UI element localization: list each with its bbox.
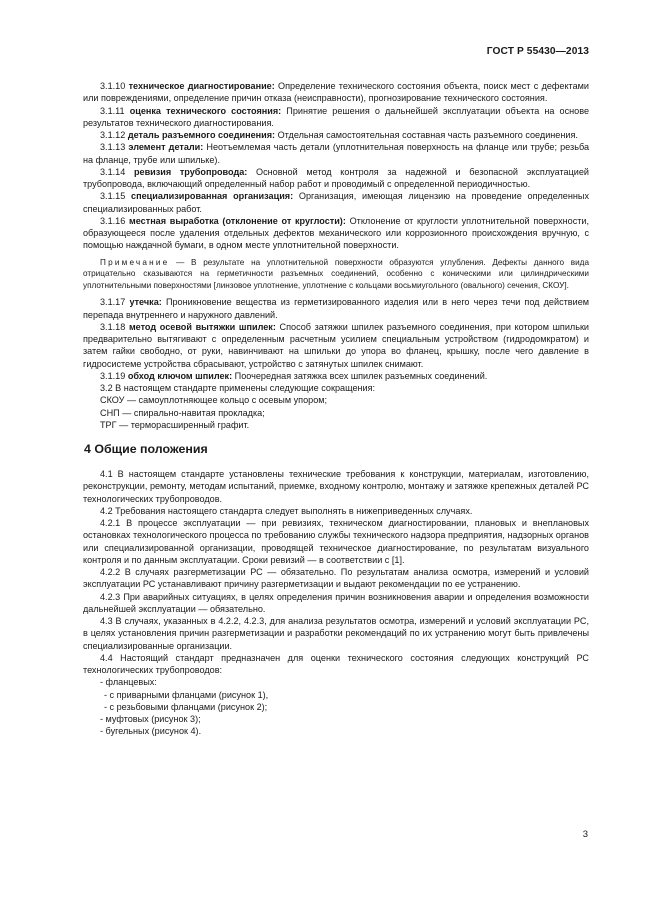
note-label: Примечание bbox=[100, 257, 170, 267]
definition-3-1-11 bbox=[83, 105, 589, 130]
list-item: - фланцевых: bbox=[100, 677, 157, 688]
definition-number: 3.1.12 bbox=[100, 130, 126, 140]
list-item: - бугельных (рисунок 4). bbox=[100, 726, 202, 737]
definition-term: техническое диагностирование: bbox=[128, 81, 275, 91]
definition-text: Принятие решения о дальнейшей эксплуатации объекта на основе результатов технического диагностирования. bbox=[83, 105, 590, 128]
page-content bbox=[83, 80, 589, 738]
definition-term: специализированная организация: bbox=[131, 191, 294, 202]
abbreviations-intro: 3.2 В настоящем стандарте применены следующие сокращения: bbox=[100, 383, 376, 394]
section-4-body bbox=[83, 468, 589, 738]
definition-3-1-18 bbox=[83, 321, 589, 370]
definition-term: обход ключом шпилек: bbox=[127, 370, 233, 381]
definition-text: Отдельная самостоятельная составная часть разъемного соединения. bbox=[277, 130, 578, 140]
definition-3-1-17 bbox=[83, 296, 589, 321]
definition-number: 3.1.11 bbox=[100, 105, 125, 116]
definition-term: оценка технического состояния: bbox=[129, 105, 282, 116]
definition-text: Организация, имеющая лицензию на проведение определенных специализированных работ. bbox=[83, 191, 589, 214]
paragraph-4-3: 4.3 В случаях, указанных в 4.2.2, 4.2.3, для анализа результатов осмотра, измерений и условий эксплуатации РС, в целях установления причин разгерметизации и разработки рекомендаций по их устранению могут быть привлечены специализированные организации. bbox=[83, 616, 589, 651]
definition-3-1-13 bbox=[83, 141, 589, 166]
definition-3-1-16 bbox=[83, 215, 589, 252]
definition-term: элемент детали: bbox=[128, 142, 204, 153]
definitions-block bbox=[83, 80, 589, 252]
definition-term: ревизия трубопровода: bbox=[133, 166, 248, 177]
paragraph-4-2: 4.2 Требования настоящего стандарта следует выполнять в нижеприведенных случаях. bbox=[100, 505, 473, 516]
definition-term: местная выработка (отклонение от круглости): bbox=[129, 215, 346, 226]
list-item: - муфтовых (рисунок 3); bbox=[100, 714, 201, 725]
note bbox=[83, 257, 589, 292]
list-item: - с резьбовыми фланцами (рисунок 2); bbox=[104, 701, 268, 712]
section-heading: 4 Общие положения bbox=[84, 442, 208, 457]
definition-text: Проникновение вещества из герметизированного изделия или в него через течи под действием перепада внутреннего и наружного давлений. bbox=[83, 297, 589, 320]
definition-text: Основной метод контроля за надежной и безопасной эксплуатацией трубопровода, включающий определенный набор работ и проводимый с определенной периодичностью. bbox=[83, 166, 590, 189]
definition-number: 3.1.10 bbox=[100, 81, 126, 91]
paragraph-4-1: 4.1 В настоящем стандарте установлены технические требования к конструкции, материалам, изготовлению, реконструкции, ремонту, методам испытаний, приемке, входному контролю, монтажу и затяжке крепежных деталей РС технологических трубопроводов. bbox=[83, 469, 589, 504]
definition-number: 3.1.19 bbox=[100, 370, 126, 381]
document-header: ГОСТ Р 55430—2013 bbox=[486, 46, 589, 57]
paragraph-4-2-3: 4.2.3 При аварийных ситуациях, в целях определения причин возникновения аварии и определения возможности дальнейшей эксплуатации — обязательно. bbox=[83, 591, 589, 614]
definition-number: 3.1.18 bbox=[100, 321, 126, 332]
abbreviation-item: СКОУ — самоуплотняющее кольцо с осевым упором; bbox=[100, 395, 328, 406]
definition-number: 3.1.15 bbox=[100, 191, 126, 202]
note-text: — В результате на уплотнительной поверхности образуются углубления. Дефекты данного вида отрицательно сказываются на герметичности разъемных соединений, особенно с коническими или цилиндрическими уплотнительными поверхностями [линзовое уплотнение, уплотнение с кольцами восьмиугольного (овального) сечения, СКОУ]. bbox=[83, 257, 589, 290]
definition-text: Определение технического состояния объекта, поиск мест с дефектами или повреждениями, определение причин отказа (неисправности), прогнозирование технического состояния. bbox=[83, 81, 590, 104]
paragraph-4-2-2: 4.2.2 В случаях разгерметизации РС — обязательно. По результатам анализа осмотра, измерений и условий эксплуатации РС устанавливают причину разгерметизации и выдают рекомендации по ее устранению. bbox=[83, 567, 589, 590]
definition-3-1-14 bbox=[83, 166, 589, 191]
definition-text: Способ затяжки шпилек разъемного соединения, при котором шпильки предварительно вытягивают с определенным расчетным усилием специальным устройством (гидродомкратом) и затем гайки свободно, от руки, навинчивают на шпильки до упора во фланец, крышку, после чего давление в гидросистеме устройства сбрасывают, устройство с затянутых шпилек снимают. bbox=[83, 321, 590, 369]
definition-text: Отклонение от круглости уплотнительной поверхности, образующееся после удаления отдельных дефектов механического или коррозионного происхождения вручную, с помощью наждачной бумаги, в одном месте уплотнительной поверхности. bbox=[83, 215, 590, 251]
definition-3-1-15 bbox=[83, 190, 589, 215]
definition-3-1-12 bbox=[83, 129, 589, 141]
definition-3-1-10 bbox=[83, 80, 589, 105]
page-number: 3 bbox=[582, 829, 588, 840]
definition-number: 3.1.14 bbox=[100, 166, 126, 177]
definition-term: деталь разъемного соединения: bbox=[127, 130, 276, 140]
definition-term: утечка: bbox=[129, 297, 162, 308]
definitions-block-2 bbox=[83, 296, 589, 431]
paragraph-4-4: 4.4 Настоящий стандарт предназначен для оценки технического состояния следующих конструкций РС технологических трубопроводов: bbox=[83, 652, 589, 676]
definition-text: Поочередная затяжка всех шпилек разъемных соединений. bbox=[234, 370, 488, 381]
definition-number: 3.1.13 bbox=[100, 142, 126, 153]
definition-number: 3.1.16 bbox=[100, 215, 126, 226]
definition-term: метод осевой вытяжки шпилек: bbox=[128, 321, 276, 332]
definition-3-1-19 bbox=[83, 370, 589, 382]
list-item: - с приварными фланцами (рисунок 1), bbox=[104, 689, 269, 700]
paragraph-4-2-1: 4.2.1 В процессе эксплуатации — при ревизиях, техническом диагностировании, плановых и внеплановых остановках технологического процесса по требованию службы технического надзора предприятия, надзорных органов или специализированной организации, проводящей техническое диагностирование, по результатам визуального контроля и по данным эксплуатации. Сроки ревизий — в соответствии с [1]. bbox=[83, 518, 589, 565]
definition-text: Неотъемлемая часть детали (уплотнительная поверхность на фланце или трубе; резьба на фланце, трубе или шпильке). bbox=[83, 142, 590, 165]
definition-number: 3.1.17 bbox=[100, 297, 126, 308]
abbreviation-item: ТРГ — терморасширенный графит. bbox=[100, 419, 250, 430]
abbreviation-item: СНП — спирально-навитая прокладка; bbox=[100, 407, 265, 418]
